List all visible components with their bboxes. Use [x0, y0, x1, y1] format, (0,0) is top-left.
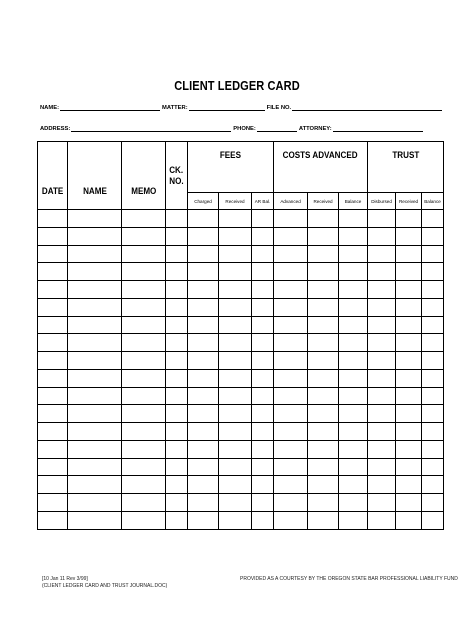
address-field[interactable] [71, 125, 231, 132]
ledger-cell[interactable] [308, 512, 339, 530]
ledger-cell[interactable] [122, 227, 166, 245]
phone-field[interactable] [257, 125, 297, 132]
ledger-cell[interactable] [68, 476, 122, 494]
ledger-cell[interactable] [274, 210, 308, 228]
ledger-cell[interactable] [396, 352, 422, 370]
ledger-cell[interactable] [68, 263, 122, 281]
ledger-cell[interactable] [122, 316, 166, 334]
footer-courtesy: PROVIDED AS A COURTESY BY THE OREGON STATE BAR PROFESSIONAL LIABILITY FUND [240, 576, 458, 582]
ledger-cell[interactable] [368, 263, 396, 281]
ledger-cell[interactable] [188, 210, 219, 228]
table-row [38, 387, 444, 405]
header-fields-row-2 [40, 125, 425, 132]
ledger-cell[interactable] [422, 369, 444, 387]
ledger-cell[interactable] [252, 352, 274, 370]
ledger-cell[interactable] [368, 405, 396, 423]
ledger-cell[interactable] [422, 387, 444, 405]
ledger-cell[interactable] [339, 227, 368, 245]
ledger-cell[interactable] [252, 316, 274, 334]
ledger-cell[interactable] [396, 245, 422, 263]
ledger-cell[interactable] [368, 298, 396, 316]
ledger-cell[interactable] [166, 210, 188, 228]
ledger-cell[interactable] [166, 316, 188, 334]
ledger-cell[interactable] [219, 494, 252, 512]
ledger-cell[interactable] [308, 405, 339, 423]
ledger-cell[interactable] [166, 281, 188, 299]
ledger-cell[interactable] [422, 210, 444, 228]
ledger-cell[interactable] [396, 281, 422, 299]
attorney-label: ATTORNEY: [298, 126, 332, 132]
ledger-cell[interactable] [339, 494, 368, 512]
file-no-field[interactable] [292, 104, 442, 111]
ledger-cell[interactable] [368, 316, 396, 334]
ledger-cell[interactable] [274, 316, 308, 334]
ledger-cell[interactable] [68, 423, 122, 441]
ledger-cell[interactable] [339, 405, 368, 423]
ledger-cell[interactable] [219, 440, 252, 458]
ledger-cell[interactable] [396, 476, 422, 494]
col-date: DATE [38, 142, 68, 210]
col-name: NAME [68, 142, 122, 210]
ledger-cell[interactable] [122, 245, 166, 263]
ledger-cell[interactable] [38, 476, 68, 494]
ledger-cell[interactable] [274, 369, 308, 387]
table-row [38, 263, 444, 281]
table-row [38, 352, 444, 370]
table-row [38, 494, 444, 512]
ledger-cell[interactable] [68, 298, 122, 316]
ledger-cell[interactable] [166, 298, 188, 316]
ledger-cell[interactable] [188, 440, 219, 458]
ledger-cell[interactable] [396, 387, 422, 405]
ledger-cell[interactable] [122, 512, 166, 530]
ledger-cell[interactable] [68, 352, 122, 370]
ledger-cell[interactable] [219, 245, 252, 263]
ledger-cell[interactable] [252, 405, 274, 423]
ledger-cell[interactable] [252, 281, 274, 299]
ledger-cell[interactable] [274, 476, 308, 494]
ledger-cell[interactable] [339, 334, 368, 352]
ledger-cell[interactable] [188, 281, 219, 299]
ledger-cell[interactable] [188, 263, 219, 281]
matter-field[interactable] [189, 104, 265, 111]
header-fields-row-1 [40, 104, 444, 111]
ledger-cell[interactable] [188, 512, 219, 530]
ledger-cell[interactable] [219, 352, 252, 370]
group-trust: TRUST [368, 142, 444, 193]
ledger-cell[interactable] [308, 227, 339, 245]
ledger-cell[interactable] [38, 369, 68, 387]
ledger-cell[interactable] [308, 423, 339, 441]
ledger-cell[interactable] [252, 227, 274, 245]
ledger-cell[interactable] [188, 387, 219, 405]
ledger-cell[interactable] [122, 405, 166, 423]
table-row [38, 512, 444, 530]
ledger-cell[interactable] [219, 298, 252, 316]
ledger-cell[interactable] [396, 298, 422, 316]
sub-trust-received: Received [396, 193, 422, 210]
ledger-cell[interactable] [396, 458, 422, 476]
table-row [38, 334, 444, 352]
ledger-cell[interactable] [368, 369, 396, 387]
sub-fees-received: Received [219, 193, 252, 210]
ledger-cell[interactable] [422, 263, 444, 281]
ledger-cell[interactable] [308, 281, 339, 299]
ledger-cell[interactable] [122, 334, 166, 352]
ledger-cell[interactable] [368, 334, 396, 352]
table-row [38, 440, 444, 458]
ledger-cell[interactable] [166, 494, 188, 512]
ledger-cell[interactable] [396, 494, 422, 512]
ledger-cell[interactable] [308, 476, 339, 494]
ledger-cell[interactable] [396, 440, 422, 458]
ledger-cell[interactable] [122, 263, 166, 281]
ledger-cell[interactable] [38, 263, 68, 281]
ledger-cell[interactable] [396, 316, 422, 334]
name-field[interactable] [60, 104, 160, 111]
ledger-cell[interactable] [339, 263, 368, 281]
sub-fees-ar-bal: AR Bal. [252, 193, 274, 210]
ledger-cell[interactable] [422, 352, 444, 370]
ledger-cell[interactable] [252, 512, 274, 530]
ledger-cell[interactable] [68, 334, 122, 352]
sub-costs-balance: Balance [339, 193, 368, 210]
ledger-cell[interactable] [308, 352, 339, 370]
ledger-cell[interactable] [274, 263, 308, 281]
name-label: NAME: [40, 105, 59, 111]
ledger-cell[interactable] [166, 458, 188, 476]
ledger-cell[interactable] [122, 281, 166, 299]
ledger-cell[interactable] [122, 423, 166, 441]
ledger-cell[interactable] [274, 334, 308, 352]
ledger-cell[interactable] [252, 245, 274, 263]
ledger-cell[interactable] [68, 210, 122, 228]
ledger-cell[interactable] [166, 227, 188, 245]
ledger-cell[interactable] [122, 369, 166, 387]
group-header-row [38, 142, 444, 193]
ledger-cell[interactable] [308, 316, 339, 334]
ledger-cell[interactable] [166, 387, 188, 405]
ledger-cell[interactable] [274, 405, 308, 423]
ledger-cell[interactable] [38, 494, 68, 512]
ledger-cell[interactable] [68, 405, 122, 423]
ledger-cell[interactable] [38, 334, 68, 352]
ledger-cell[interactable] [38, 352, 68, 370]
ledger-cell[interactable] [252, 298, 274, 316]
ledger-cell[interactable] [396, 334, 422, 352]
ledger-cell[interactable] [38, 210, 68, 228]
ledger-cell[interactable] [38, 440, 68, 458]
ledger-cell[interactable] [166, 369, 188, 387]
ledger-cell[interactable] [308, 440, 339, 458]
footer-left [42, 576, 167, 590]
address-label: ADDRESS: [40, 126, 71, 132]
ledger-cell[interactable] [38, 458, 68, 476]
ledger-cell[interactable] [422, 440, 444, 458]
ledger-cell[interactable] [274, 227, 308, 245]
ledger-cell[interactable] [368, 476, 396, 494]
ledger-cell[interactable] [274, 387, 308, 405]
ledger-cell[interactable] [188, 298, 219, 316]
ledger-cell[interactable] [339, 512, 368, 530]
ledger-cell[interactable] [339, 316, 368, 334]
ledger-cell[interactable] [219, 227, 252, 245]
ledger-body [38, 210, 444, 530]
ledger-cell[interactable] [166, 245, 188, 263]
ledger-cell[interactable] [422, 298, 444, 316]
ledger-cell[interactable] [188, 227, 219, 245]
table-row [38, 458, 444, 476]
table-row [38, 316, 444, 334]
ledger-cell[interactable] [308, 245, 339, 263]
ledger-cell[interactable] [252, 263, 274, 281]
ledger-cell[interactable] [38, 423, 68, 441]
ledger-cell[interactable] [38, 281, 68, 299]
ledger-cell[interactable] [422, 316, 444, 334]
ledger-cell[interactable] [368, 210, 396, 228]
ledger-cell[interactable] [188, 369, 219, 387]
ledger-cell[interactable] [368, 245, 396, 263]
table-row [38, 245, 444, 263]
ledger-cell[interactable] [68, 245, 122, 263]
ledger-cell[interactable] [339, 387, 368, 405]
ledger-cell[interactable] [252, 476, 274, 494]
sub-fees-charged: Charged [188, 193, 219, 210]
ledger-cell[interactable] [339, 369, 368, 387]
ledger-cell[interactable] [188, 245, 219, 263]
ledger-cell[interactable] [219, 458, 252, 476]
footer-filename: (CLIENT LEDGER CARD AND TRUST JOURNAL.DOC) [42, 583, 168, 589]
matter-label: MATTER: [162, 105, 188, 111]
ledger-cell[interactable] [188, 494, 219, 512]
ledger-cell[interactable] [368, 281, 396, 299]
ledger-cell[interactable] [38, 405, 68, 423]
table-row [38, 298, 444, 316]
ledger-cell[interactable] [166, 440, 188, 458]
ledger-cell[interactable] [274, 458, 308, 476]
table-row [38, 369, 444, 387]
ledger-cell[interactable] [188, 476, 219, 494]
ledger-cell[interactable] [368, 494, 396, 512]
ledger-cell[interactable] [38, 387, 68, 405]
table-row [38, 476, 444, 494]
ledger-cell[interactable] [38, 245, 68, 263]
table-row [38, 210, 444, 228]
table-row [38, 405, 444, 423]
ledger-cell[interactable] [308, 210, 339, 228]
ledger-cell[interactable] [339, 298, 368, 316]
ledger-cell[interactable] [252, 458, 274, 476]
ledger-cell[interactable] [188, 316, 219, 334]
ledger-cell[interactable] [252, 387, 274, 405]
ledger-cell[interactable] [68, 316, 122, 334]
ledger-cell[interactable] [368, 458, 396, 476]
ledger-cell[interactable] [396, 227, 422, 245]
ledger-cell[interactable] [122, 440, 166, 458]
ledger-cell[interactable] [274, 440, 308, 458]
ledger-cell[interactable] [188, 334, 219, 352]
ledger-cell[interactable] [188, 405, 219, 423]
attorney-field[interactable] [333, 125, 423, 132]
ledger-cell[interactable] [219, 316, 252, 334]
ledger-cell[interactable] [68, 227, 122, 245]
ledger-cell[interactable] [252, 494, 274, 512]
ledger-cell[interactable] [219, 476, 252, 494]
ledger-cell[interactable] [274, 298, 308, 316]
ledger-cell[interactable] [122, 387, 166, 405]
ledger-cell[interactable] [396, 405, 422, 423]
ledger-cell[interactable] [122, 476, 166, 494]
group-costs-advanced: COSTS ADVANCED [274, 142, 368, 193]
ledger-cell[interactable] [166, 512, 188, 530]
ledger-cell[interactable] [422, 423, 444, 441]
ledger-cell[interactable] [422, 405, 444, 423]
ledger-cell[interactable] [219, 423, 252, 441]
ledger-cell[interactable] [166, 352, 188, 370]
ledger-cell[interactable] [219, 387, 252, 405]
table-row [38, 423, 444, 441]
file-no-label: FILE NO. [266, 105, 292, 111]
ledger-cell[interactable] [339, 210, 368, 228]
ledger-cell[interactable] [219, 405, 252, 423]
page-title: CLIENT LEDGER CARD [174, 78, 300, 93]
ledger-cell[interactable] [219, 369, 252, 387]
ledger-cell[interactable] [339, 281, 368, 299]
ledger-cell[interactable] [38, 512, 68, 530]
ledger-cell[interactable] [122, 210, 166, 228]
ledger-cell[interactable] [122, 458, 166, 476]
ledger-cell[interactable] [368, 227, 396, 245]
ledger-cell[interactable] [166, 334, 188, 352]
table-row [38, 227, 444, 245]
ledger-cell[interactable] [422, 281, 444, 299]
ledger-cell[interactable] [339, 423, 368, 441]
group-fees: FEES [188, 142, 274, 193]
ledger-cell[interactable] [339, 245, 368, 263]
sub-costs-received: Received [308, 193, 339, 210]
ledger-cell[interactable] [166, 405, 188, 423]
ledger-cell[interactable] [368, 423, 396, 441]
ledger-cell[interactable] [68, 512, 122, 530]
ledger-cell[interactable] [422, 512, 444, 530]
ledger-cell[interactable] [38, 227, 68, 245]
ledger-cell[interactable] [308, 263, 339, 281]
ledger-cell[interactable] [422, 494, 444, 512]
ledger-cell[interactable] [368, 512, 396, 530]
ledger-cell[interactable] [422, 334, 444, 352]
ledger-cell[interactable] [274, 512, 308, 530]
ledger-cell[interactable] [68, 387, 122, 405]
ledger-cell[interactable] [308, 494, 339, 512]
ledger-cell[interactable] [219, 210, 252, 228]
ledger-cell[interactable] [274, 245, 308, 263]
ledger-cell[interactable] [188, 352, 219, 370]
ledger-cell[interactable] [396, 423, 422, 441]
ledger-cell[interactable] [339, 458, 368, 476]
ledger-cell[interactable] [166, 263, 188, 281]
ledger-cell[interactable] [339, 440, 368, 458]
col-memo: MEMO [122, 142, 166, 210]
ledger-cell[interactable] [68, 494, 122, 512]
ledger-cell[interactable] [252, 334, 274, 352]
sub-trust-disbursed: Disbursed [368, 193, 396, 210]
ledger-cell[interactable] [38, 298, 68, 316]
ledger-cell[interactable] [188, 423, 219, 441]
ledger-cell[interactable] [339, 476, 368, 494]
ledger-cell[interactable] [368, 387, 396, 405]
ledger-cell[interactable] [166, 476, 188, 494]
ledger-cell[interactable] [68, 458, 122, 476]
ledger-cell[interactable] [422, 476, 444, 494]
ledger-cell[interactable] [252, 440, 274, 458]
ledger-table [37, 141, 444, 530]
ledger-cell[interactable] [122, 298, 166, 316]
ledger-cell[interactable] [274, 494, 308, 512]
ledger-cell[interactable] [368, 352, 396, 370]
ledger-cell[interactable] [396, 369, 422, 387]
ledger-cell[interactable] [308, 458, 339, 476]
footer-revision: [10 Jan 11 Rev 3/99] [42, 576, 88, 582]
ledger-cell[interactable] [274, 281, 308, 299]
ledger-cell[interactable] [308, 369, 339, 387]
ledger-cell[interactable] [219, 334, 252, 352]
ledger-cell[interactable] [396, 210, 422, 228]
ledger-cell[interactable] [422, 458, 444, 476]
ledger-cell[interactable] [219, 512, 252, 530]
ledger-cell[interactable] [396, 263, 422, 281]
ledger-cell[interactable] [308, 298, 339, 316]
ledger-cell[interactable] [252, 210, 274, 228]
ledger-cell[interactable] [308, 387, 339, 405]
ledger-cell[interactable] [219, 263, 252, 281]
ledger-cell[interactable] [38, 316, 68, 334]
ledger-cell[interactable] [122, 494, 166, 512]
ledger-cell[interactable] [68, 440, 122, 458]
ledger-cell[interactable] [252, 423, 274, 441]
col-ck-no: CK. NO. [166, 142, 188, 210]
ledger-cell[interactable] [68, 281, 122, 299]
ledger-cell[interactable] [422, 245, 444, 263]
ledger-cell[interactable] [252, 369, 274, 387]
sub-costs-advanced: Advanced [274, 193, 308, 210]
ledger-cell[interactable] [339, 352, 368, 370]
sub-trust-balance: Balance [422, 193, 444, 210]
ledger-cell[interactable] [396, 512, 422, 530]
ledger-cell[interactable] [188, 458, 219, 476]
ledger-cell[interactable] [368, 440, 396, 458]
ledger-cell[interactable] [219, 281, 252, 299]
ledger-cell[interactable] [166, 423, 188, 441]
phone-label: PHONE: [233, 126, 256, 132]
ledger-cell[interactable] [274, 423, 308, 441]
ledger-cell[interactable] [122, 352, 166, 370]
table-row [38, 281, 444, 299]
ledger-cell[interactable] [68, 369, 122, 387]
ledger-cell[interactable] [308, 334, 339, 352]
ledger-cell[interactable] [274, 352, 308, 370]
ledger-cell[interactable] [422, 227, 444, 245]
